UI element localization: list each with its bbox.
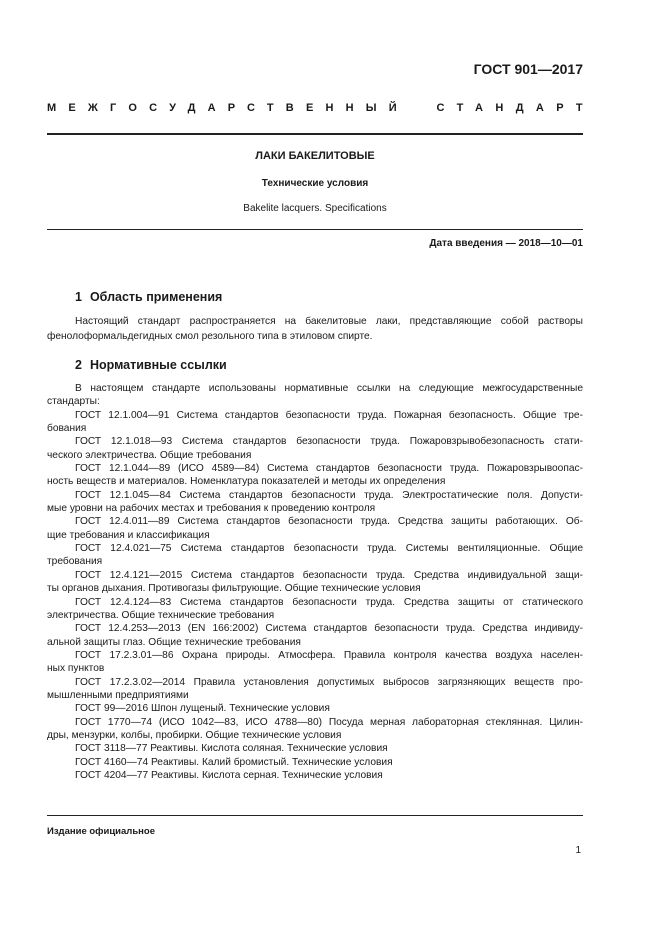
reference-line-2: мышленными предприятиями [47,689,189,701]
reference-item [47,622,583,649]
document-number: ГОСТ 901—2017 [473,61,583,77]
header-divider [47,133,583,135]
reference-line-2: требования [47,556,103,568]
reference-line-2: дры, мензурки, колбы, пробирки. Общие технические условия [47,729,342,741]
reference-item [47,409,583,436]
reference-line-1: ГОСТ 1770—74 (ИСО 1042—83, ИСО 4788—80) Посуда мерная лабораторная стеклянная. Цилин- [75,716,583,728]
effective-date: Дата введения — 2018—10—01 [429,238,583,249]
reference-line-1: ГОСТ 99—2016 Шпон лущеный. Технические условия [75,703,330,715]
reference-item [47,462,583,489]
section-1-line-2: фенолоформальдегидных смол резольного типа в этиловом спирте. [47,331,373,342]
reference-line-1: ГОСТ 17.2.3.01—86 Охрана природы. Атмосфера. Правила контроля качества воздуха населен- [75,649,583,661]
footer-divider [47,815,583,816]
reference-line-1: ГОСТ 4204—77 Реактивы. Кислота серная. Технические условия [75,769,383,781]
reference-line-1: ГОСТ 12.1.045—84 Система стандартов безопасности труда. Электростатические поля. Допусти- [75,489,583,501]
reference-line-2: ность веществ и материалов. Номенклатура показателей и методы их определения [47,476,446,488]
reference-line-1: ГОСТ 17.2.3.02—2014 Правила установления допустимых выбросов загрязняющих веществ про- [75,676,583,688]
references-intro [47,382,583,409]
section-1-number: 1 [75,290,82,304]
section-1-text [47,314,583,344]
reference-line-1: ГОСТ 3118—77 Реактивы. Кислота соляная. Технические условия [75,743,388,755]
reference-item [47,515,583,542]
reference-line-1: ГОСТ 12.4.253—2013 (EN 166:2002) Система стандартов безопасности труда. Средства индивиду- [75,623,583,635]
document-subtitle: Технические условия [261,178,369,189]
reference-item [47,569,583,596]
section-1-heading [75,290,222,304]
reference-line-1: ГОСТ 4160—74 Реактивы. Калий бромистый. Технические условия [75,756,393,768]
reference-line-2: альной защиты глаз. Общие технические требования [47,636,301,648]
reference-line-2: бования [47,423,87,435]
reference-line-1: ГОСТ 12.4.121—2015 Система стандартов безопасности труда. Средства индивидуальной защи- [75,569,583,581]
reference-item [47,489,583,516]
reference-line-2: ты органов дыхания. Противогазы фильтрующие. Общие технические условия [47,583,421,595]
reference-line-2: мые уровни на рабочих местах и требования к проведению контроля [47,503,376,515]
reference-item [47,542,583,569]
section-2-number: 2 [75,358,82,372]
banner-right-text: СТАНДАРТ [436,102,595,114]
section-2-heading [75,358,227,372]
document-title: ЛАКИ БАКЕЛИТОВЫЕ [255,150,375,162]
reference-item [47,756,583,769]
reference-line-2: ных пунктов [47,663,105,675]
section-1-title: Область применения [89,290,223,304]
reference-line-1: ГОСТ 12.4.011—89 Система стандартов безопасности труда. Средства защиты работающих. Об- [75,516,583,528]
reference-item [47,676,583,703]
references-list [47,382,583,782]
reference-line-1: ГОСТ 12.1.004—91 Система стандартов безопасности труда. Пожарная безопасность. Общие тре- [75,409,583,421]
reference-line-2: щие требования и классификация [47,529,210,541]
reference-item [47,596,583,623]
standard-type-banner [47,102,595,118]
section-1-line-1: Настоящий стандарт распространяется на бакелитовые лаки, представляющие собой растворы [75,316,583,327]
english-title: Bakelite lacquers. Specifications [243,203,387,214]
reference-line-1: ГОСТ 12.1.044—89 (ИСО 4589—84) Система стандартов безопасности труда. Пожаровзрывоопас- [75,463,583,475]
reference-line-2: ческого электричества. Общие требования [47,449,252,461]
reference-item [47,649,583,676]
official-edition-label: Издание официальное [47,826,155,837]
reference-item [47,769,583,782]
title-divider [47,229,583,230]
reference-item [47,435,583,462]
reference-item [47,742,583,755]
page-number: 1 [575,845,581,856]
references-intro-line-1: В настоящем стандарте использованы нормативные ссылки на следующие межгосударственные [75,383,583,394]
reference-line-1: ГОСТ 12.1.018—93 Система стандартов безопасности труда. Пожаровзрывобезопасность стати- [75,436,583,448]
reference-line-1: ГОСТ 12.4.021—75 Система стандартов безопасности труда. Системы вентиляционные. Общие [75,543,583,555]
reference-line-1: ГОСТ 12.4.124—83 Система стандартов безопасности труда. Средства защиты от статического [75,596,583,608]
reference-item [47,716,583,743]
section-2-title: Нормативные ссылки [89,358,227,372]
references-intro-line-2: стандарты: [47,396,100,408]
banner-left-text: МЕЖГОСУДАРСТВЕННЫЙ [47,102,409,114]
reference-line-2: электричества. Общие технические требования [47,609,275,621]
reference-item [47,702,583,715]
